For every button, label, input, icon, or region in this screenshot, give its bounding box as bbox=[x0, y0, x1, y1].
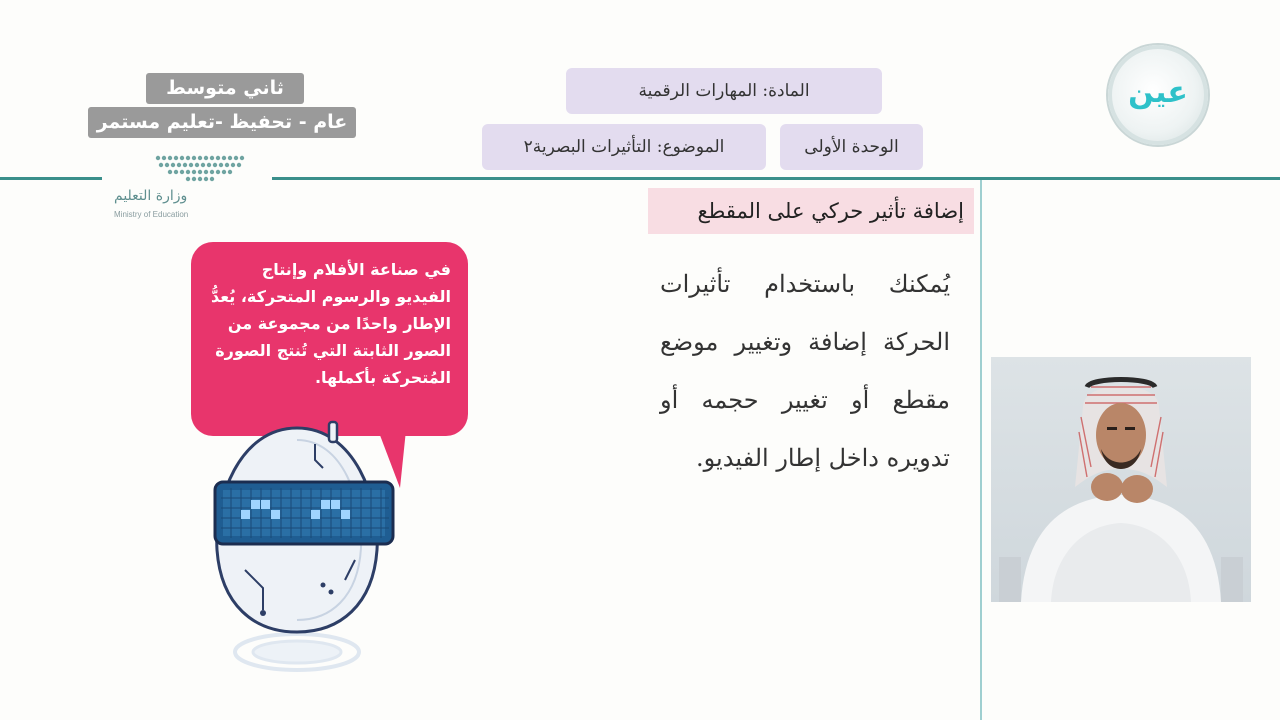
channel-logo-text: عين bbox=[1128, 75, 1188, 110]
speech-bubble bbox=[191, 242, 468, 436]
speech-bubble-text: في صناعة الأفلام وإنتاج الفيديو والرسوم المتحركة، يُعدُّ الإطار واحدًا من مجموعة من الصور الثابتة التي تُنتج الصورة المُتحركة بأكملها. bbox=[210, 260, 451, 387]
header-divider-left bbox=[0, 177, 102, 180]
ministry-name-en: Ministry of Education bbox=[114, 210, 189, 219]
lesson-body-text: يُمكنك باستخدام تأثيرات الحركة إضافة وتغيير موضع مقطع أو تغيير حجمه أو تدويره داخل إطار الفيديو. bbox=[660, 270, 950, 472]
section-heading: إضافة تأثير حركي على المقطع bbox=[648, 188, 974, 234]
robot-illustration bbox=[205, 420, 405, 680]
ministry-name-ar: وزارة التعليم bbox=[114, 188, 188, 204]
ministry-logo bbox=[108, 150, 248, 226]
header-divider-right bbox=[272, 177, 1280, 180]
interpreter-video bbox=[991, 357, 1251, 602]
content-divider bbox=[980, 180, 982, 720]
interpreter-figure-icon bbox=[991, 357, 1251, 602]
unit-label: الوحدة الأولى bbox=[780, 124, 923, 170]
grade-label: ثاني متوسط bbox=[146, 73, 304, 104]
robot-icon bbox=[205, 420, 405, 680]
ministry-emblem-icon bbox=[108, 150, 248, 190]
topic-label: الموضوع: التأثيرات البصرية٢ bbox=[482, 124, 766, 170]
subject-label: المادة: المهارات الرقمية bbox=[566, 68, 882, 114]
channel-logo bbox=[1108, 45, 1208, 145]
track-label: عام - تحفيظ -تعليم مستمر bbox=[88, 107, 356, 138]
